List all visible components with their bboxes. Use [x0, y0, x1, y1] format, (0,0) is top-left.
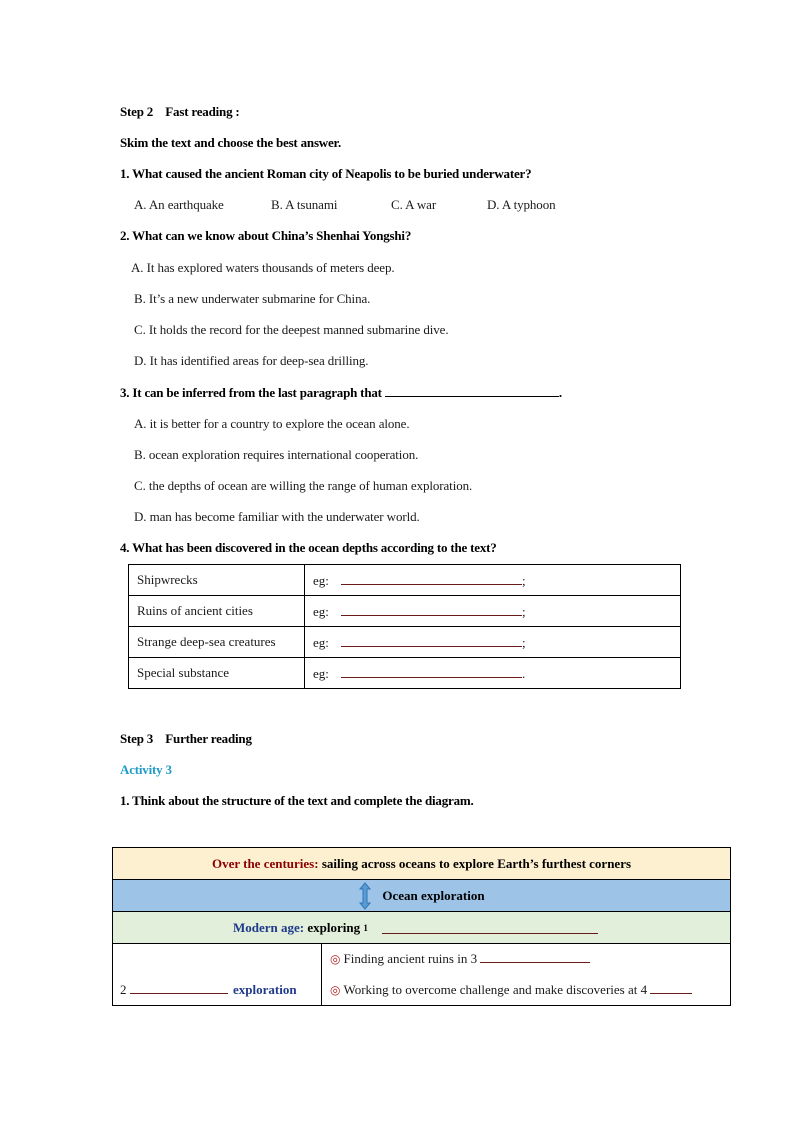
question-1-stem: 1. What caused the ancient Roman city of Neapolis to be buried underwater?: [120, 166, 532, 181]
structure-diagram: [112, 847, 731, 1006]
example-blank[interactable]: [341, 634, 522, 647]
table-row: [129, 565, 681, 596]
discovery-location-blank[interactable]: [650, 981, 692, 994]
centuries-label: Over the centuries:: [211, 855, 319, 871]
q3-answer-blank[interactable]: [385, 384, 559, 397]
modern-age-label: Modern age:: [233, 919, 305, 935]
detail-bullet-1: [330, 950, 590, 967]
ocean-exploration-text: Ocean exploration: [382, 887, 485, 903]
step2-instruction: Skim the text and choose the best answer.: [120, 135, 341, 150]
example-blank[interactable]: [341, 603, 522, 616]
modern-age-text: exploring: [304, 919, 364, 935]
step3-title: Step 3 Further reading: [120, 731, 252, 746]
question-3-stem: 3. It can be inferred from the last paragraph that: [120, 385, 382, 400]
q1-option-d[interactable]: D. A typhoon: [487, 197, 556, 212]
example-blank[interactable]: [341, 665, 522, 678]
example-cell: eg: ;: [305, 596, 681, 627]
modern-age-blank[interactable]: [382, 921, 598, 934]
q3-stem-end: .: [558, 385, 562, 400]
table-row: [129, 627, 681, 658]
diagram-row-modern-age: [113, 912, 730, 944]
category-cell: Strange deep-sea creatures: [129, 627, 305, 658]
q2-option-c[interactable]: C. It holds the record for the deepest manned submarine dive.: [134, 322, 449, 337]
details-right-cell: [322, 944, 730, 1005]
q1-option-a[interactable]: A. An earthquake: [134, 197, 224, 212]
q3-option-a[interactable]: A. it is better for a country to explore the ocean alone.: [134, 416, 410, 431]
q1-option-b[interactable]: B. A tsunami: [271, 197, 338, 212]
example-cell: eg: .: [305, 658, 681, 689]
exploration-label: exploration: [233, 982, 297, 997]
details-left-cell: [113, 944, 322, 1005]
diagram-row-ocean-exploration: [113, 880, 730, 912]
question-2-stem: 2. What can we know about China’s Shenhai Yongshi?: [120, 228, 412, 243]
q1-option-c[interactable]: C. A war: [391, 197, 437, 212]
table-row: [129, 658, 681, 689]
detail-bullet-2: [330, 981, 692, 998]
example-cell: eg: ;: [305, 565, 681, 596]
question-3: [120, 384, 562, 401]
blank-number-2: 2: [120, 982, 127, 997]
double-arrow-vertical-icon: [358, 882, 372, 910]
activity-label: Activity 3: [120, 762, 172, 777]
q2-option-b[interactable]: B. It’s a new underwater submarine for China.: [134, 291, 371, 306]
category-cell: Shipwrecks: [129, 565, 305, 596]
blank-2-line: [120, 981, 297, 998]
q2-option-d[interactable]: D. It has identified areas for deep-sea drilling.: [134, 353, 369, 368]
exploration-type-blank[interactable]: [130, 981, 228, 994]
step2-title: Step 2 Fast reading :: [120, 104, 240, 119]
diagram-row-centuries: [113, 848, 730, 880]
blank-number-1: 1: [363, 922, 368, 933]
double-circle-bullet-icon: ◎: [330, 952, 341, 966]
diagram-row-details: [113, 944, 730, 1005]
category-cell: Ruins of ancient cities: [129, 596, 305, 627]
example-blank[interactable]: [341, 572, 522, 585]
bullet-1-text: Finding ancient ruins in 3: [343, 951, 478, 966]
bullet-2-text: Working to overcome challenge and make discoveries at 4: [343, 982, 648, 997]
q3-option-d[interactable]: D. man has become familiar with the underwater world.: [134, 509, 420, 524]
q3-option-c[interactable]: C. the depths of ocean are willing the range of human exploration.: [134, 478, 473, 493]
question-4-stem: 4. What has been discovered in the ocean depths according to the text?: [120, 540, 497, 555]
q3-option-b[interactable]: B. ocean exploration requires international cooperation.: [134, 447, 419, 462]
table-row: [129, 596, 681, 627]
double-circle-bullet-icon: ◎: [330, 983, 341, 997]
step3-instruction: 1. Think about the structure of the text and complete the diagram.: [120, 793, 474, 808]
q2-option-a[interactable]: A. It has explored waters thousands of meters deep.: [131, 260, 395, 275]
discoveries-table: [128, 564, 681, 689]
centuries-text: sailing across oceans to explore Earth’s furthest corners: [318, 855, 632, 871]
category-cell: Special substance: [129, 658, 305, 689]
ruins-location-blank[interactable]: [480, 950, 590, 963]
example-cell: eg: ;: [305, 627, 681, 658]
